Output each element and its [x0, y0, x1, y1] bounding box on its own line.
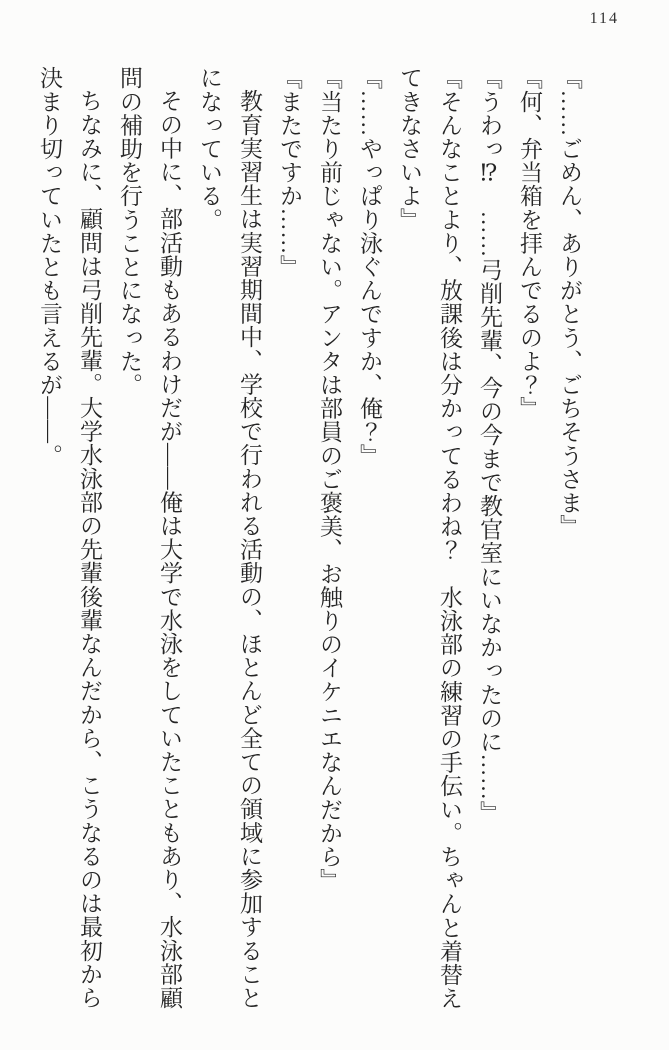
text-line: 『……やっぱり泳ぐんですか、俺？』: [357, 66, 382, 468]
text-line: 『またですか……』: [277, 66, 302, 279]
page-number: 114: [589, 10, 619, 27]
text-line: 『うわっ⁉ ……弓削先輩、今の今まで教官室にいなかったのに……』: [477, 66, 502, 825]
text-line: 『当たり前じゃない。アンタは部員のご褒美、お触りのイケニエなんだから』: [317, 66, 342, 892]
text-line: 『そんなことより、放課後は分かってるわね？ 水泳部の練習の手伝い。ちゃんと着替え: [437, 66, 462, 1010]
text-line: 問の補助を行うことになった。: [117, 66, 142, 397]
text-line: 『何、弁当箱を拝んでるのよ？』: [517, 66, 542, 420]
text-line: 教育実習生は実習期間中、学校で行われる活動の、ほとんど全ての領域に参加すること: [237, 89, 262, 1010]
text-line: てきなさいよ』: [397, 66, 422, 232]
text-line: その中に、部活動もあるわけだが――俺は大学で水泳をしていたこともあり、水泳部顧: [157, 89, 182, 1010]
text-line: ちなみに、顧問は弓削先輩。大学水泳部の先輩後輩なんだから、こうなるのは最初から: [77, 89, 102, 1010]
text-line: 決まり切っていたとも言えるが――。: [37, 66, 62, 468]
text-line: 『……ごめん、ありがとう、ごちそうさま』: [557, 66, 582, 538]
page-text: [29, 66, 589, 1016]
text-line: になっている。: [197, 66, 222, 232]
